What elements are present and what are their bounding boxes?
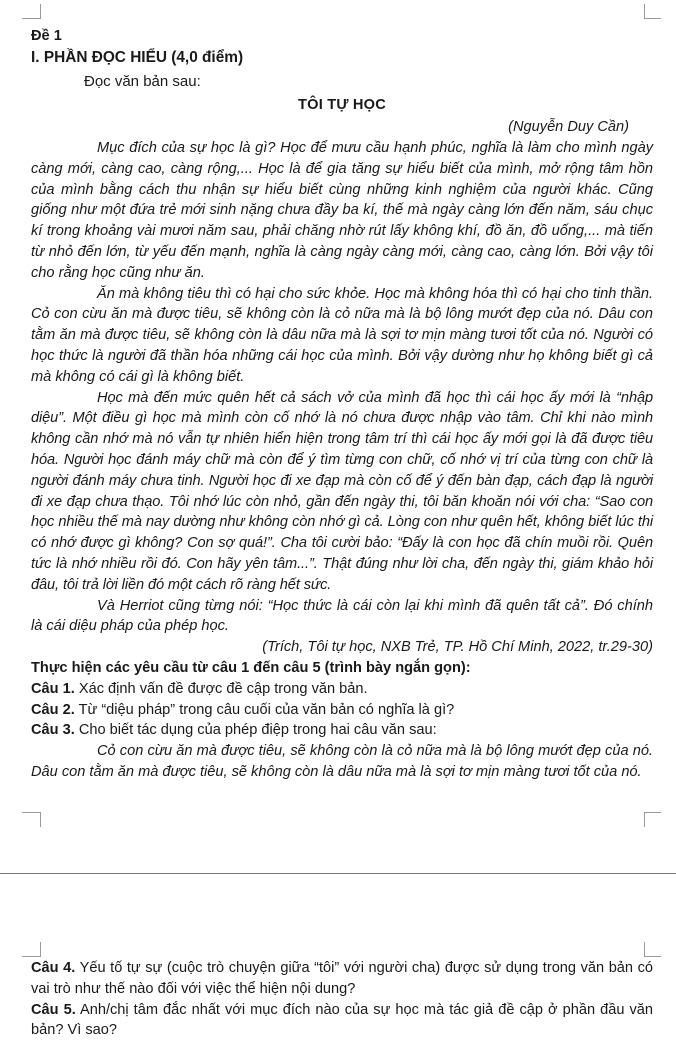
question-1-label: Câu 1. <box>31 680 75 697</box>
crop-mark-bottom-left <box>22 812 41 827</box>
quoted-sentences: Cỏ con cừu ăn mà được tiêu, sẽ không còn là cỏ nữa mà là bộ lông mướt đẹp của nó. Dâu con tằm ăn mà được tiêu, sẽ không còn là dâu nữa mà là sợi tơ mịn màng tươi tốt của nó. <box>31 743 653 780</box>
crop-mark-page2-top-left <box>22 942 41 957</box>
question-4-text: Yếu tố tự sự (cuộc trò chuyện giữa “tôi” với người cha) được sử dụng trong văn bản có vai trò như thế nào đối với việc thể hiện nội dung? <box>31 960 654 997</box>
question-4 <box>31 958 653 1000</box>
question-3 <box>31 720 653 741</box>
exam-number: Đề 1 <box>31 28 62 44</box>
source-citation: (Trích, Tôi tự học, NXB Trẻ, TP. Hồ Chí Minh, 2022, tr.29-30) <box>262 639 653 656</box>
crop-mark-bottom-right <box>644 812 661 827</box>
paragraph-2: Ăn mà không tiêu thì có hại cho sức khỏe. Học mà không hóa thì có hại cho tinh thần. Cỏ con cừu ăn mà được tiêu, sẽ không còn là cỏ nữa mà là bộ lông mướt đẹp của nó. Dâu con tằm ăn mà được tiêu, sẽ không còn là dâu nữa mà là sợi tơ mịn màng tươi tốt của nó. Người có học thức là người đã thần hóa những cái học của mình. Bởi vậy dường như họ không biết gì cả mà không có cái gì là không biết. <box>31 285 653 385</box>
read-label: Đọc văn bản sau: <box>84 72 201 90</box>
question-4-label: Câu 4. <box>31 960 76 976</box>
crop-mark-top-right <box>644 4 661 19</box>
crop-mark-top-left <box>22 4 41 19</box>
question-3-text: Cho biết tác dụng của phép điệp trong hai câu văn sau: <box>74 722 437 739</box>
question-2-label: Câu 2. <box>31 701 75 718</box>
page-two-content <box>31 958 653 1041</box>
question-5-label: Câu 5. <box>31 1001 76 1018</box>
question-2-text: Từ “diệu pháp” trong câu cuối của văn bản có nghĩa là gì? <box>74 701 455 718</box>
crop-mark-page2-top-right <box>644 942 661 957</box>
paragraph-4: Và Herriot cũng từng nói: “Học thức là cái còn lại khi mình đã quên tất cả”. Đó chính là cái diệu pháp của phép học. <box>31 597 653 635</box>
page-separator <box>0 873 676 874</box>
paragraph-3: Học mà đến mức quên hết cả sách vở của mình đã học thì cái học ấy mới là “nhập diệu”. Một điều gì học mà mình còn cố nhớ là nó chưa được nhập vào tâm. Chỉ khi nào mình không cần nhớ mà nó vẫn tự nhiên hiển hiện trong tâm trí thì cái học ấy mới gọi là đã được tiêu hóa. Người học đánh máy chữ mà còn để ý tìm từng con chữ, cố nhớ vị trí của từng con chữ là người đánh máy chưa tinh. Người học đi xe đạp mà còn cố để ý đến bàn đạp, cách đạp là người đi xe đạp chưa thạo. Tôi nhớ lúc còn nhỏ, gần đến ngày thi, tôi băn khoăn nói với cha: “Sao con học nhiều thế mà nay dường như không còn nhớ gì cả. Lòng con như quên hết, không biết lúc thi có nhớ được gì không? Con sợ quá!”. Cha tôi cười bảo: “Đấy là con học đã chín muồi rồi. Quên tức là nhớ nhiều rồi đó. Con hãy yên tâm...”. Thật đúng như lời cha, đến ngày thi, giám khảo hỏi đâu, tôi trả lời liền đó một cách rõ ràng hết sức. <box>31 389 653 593</box>
question-5-text: Anh/chị tâm đắc nhất với mục đích nào của sự học mà tác giả đề cập ở phần đầu văn bản? Vì sao? <box>31 1001 653 1039</box>
question-1-text: Xác định vấn đề được đề cập trong văn bản. <box>74 680 368 697</box>
text-author: (Nguyễn Duy Cần) <box>508 119 629 136</box>
instruction: Thực hiện các yêu cầu từ câu 1 đến câu 5 (trình bày ngắn gọn): <box>31 659 471 676</box>
question-5 <box>31 1000 653 1042</box>
text-title: TÔI TỰ HỌC <box>298 97 386 114</box>
part-title: I. PHẦN ĐỌC HIỂU (4,0 điểm) <box>31 48 244 66</box>
question-3-label: Câu 3. <box>31 722 75 739</box>
question-2 <box>31 700 653 721</box>
page-one-content <box>31 26 653 783</box>
paragraph-1: Mục đích của sự học là gì? Học để mưu cầu hạnh phúc, nghĩa là làm cho mình ngày càng mới, càng cao, càng rộng,... Học là để gia tăng sự hiểu biết của mình, mở rộng tâm hồn của mình bằng cách thu nhận sự hiểu biết cùng những kinh nghiệm của người khác. Cũng giống như một đứa trẻ mới sinh nặng chưa đầy ba kí, thế mà ngày càng lớn đến năm, sáu chục kí trong khoảng vài mươi năm sau, phải chăng nhờ rút lấy không khí, đồ ăn, đồ uống,... mà tiến từ nhỏ đến lớn, từ yếu đến mạnh, nghĩa là càng ngày càng mới, càng cao, càng lớn. Bởi vậy tôi cho rằng học cũng như ăn. <box>31 139 653 281</box>
question-1 <box>31 679 653 700</box>
